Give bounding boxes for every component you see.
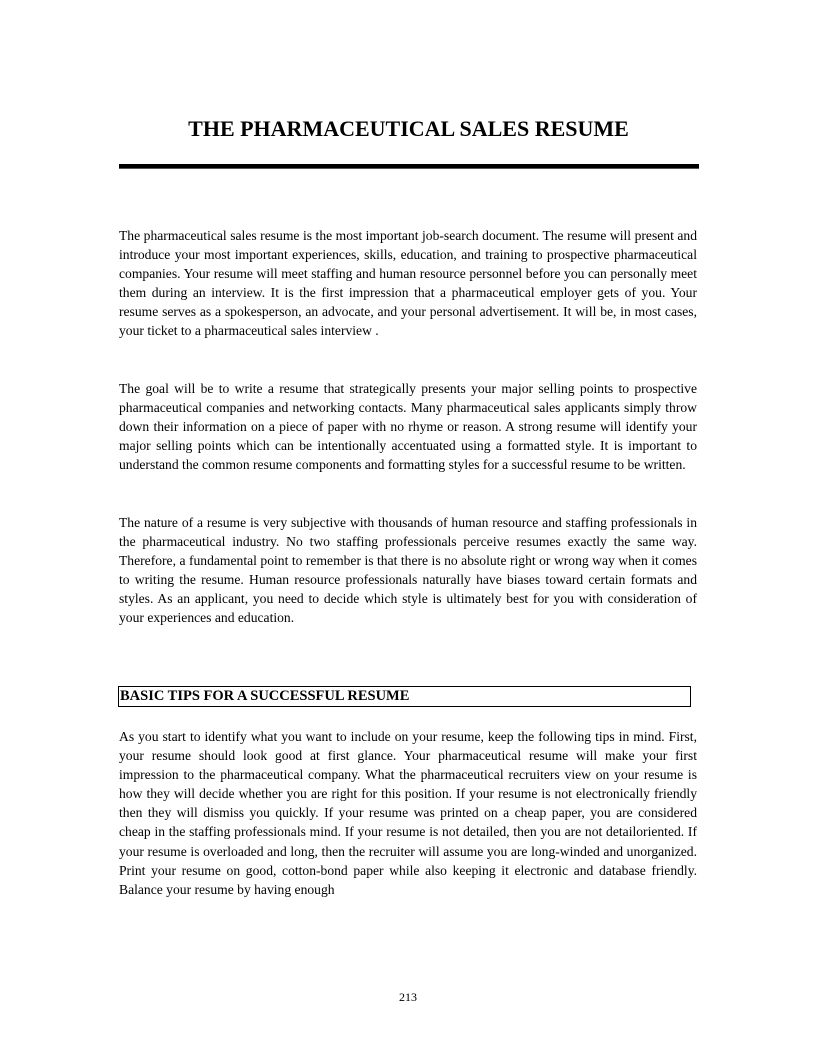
nature-paragraph: The nature of a resume is very subjective with thousands of human resource and staffing professionals in the pharmaceutical industry. No two staffing professionals perceive resumes exactly the same way. Therefore, a fundamental point to remember is that there is no absolute right or wrong way when it comes to writing the resume. Human resource professionals naturally have biases toward certain formats and styles. As an applicant, you need to decide which style is ultimately best for you with consideration of your experiences and education.	[119, 515, 697, 626]
page-number: 213	[399, 990, 417, 1004]
section-heading: BASIC TIPS FOR A SUCCESSFUL RESUME	[118, 686, 691, 707]
intro-paragraph: The pharmaceutical sales resume is the most important job-search document. The resume will present and introduce your most important experiences, skills, education, and training to prospective pharmaceutical companies. Your resume will meet staffing and human resource personnel before you can personally meet them during an interview. It is the first impression that a pharmaceutical employer gets of you. Your resume serves as a spokesperson, an advocate, and your personal advertisement. It will be, in most cases, your ticket to a pharmaceutical sales interview .	[119, 228, 697, 339]
goal-paragraph: The goal will be to write a resume that strategically presents your major selling points to prospective pharmaceutical companies and networking contacts. Many pharmaceutical sales applicants simply throw down their information on a piece of paper with no rhyme or reason. A strong resume will identify your major selling points which can be intentionally accentuated using a formatted style. It is important to understand the common resume components and formatting styles for a successful resume to be written.	[119, 381, 697, 473]
title-rule	[119, 164, 699, 169]
page-title: THE PHARMACEUTICAL SALES RESUME	[188, 116, 629, 141]
tips-paragraph: As you start to identify what you want to include on your resume, keep the following tips in mind. First, your resume should look good at first glance. Your pharmaceutical resume will make your first impression to the pharmaceutical company. What the pharmaceutical recruiters view on your resume is how they will decide whether you are right for this position. If your resume is not electronically friendly then they will dismiss you quickly. If your resume was printed on a cheap paper, you are considered cheap in the staffing professionals mind. If your resume is not detailed, then you are not detailoriented. If your resume is overloaded and long, then the recruiter will assume you are long-winded and unorganized. Print your resume on good, cotton-bond paper while also keeping it electronic and database friendly. Balance your resume by having enough	[119, 729, 697, 897]
